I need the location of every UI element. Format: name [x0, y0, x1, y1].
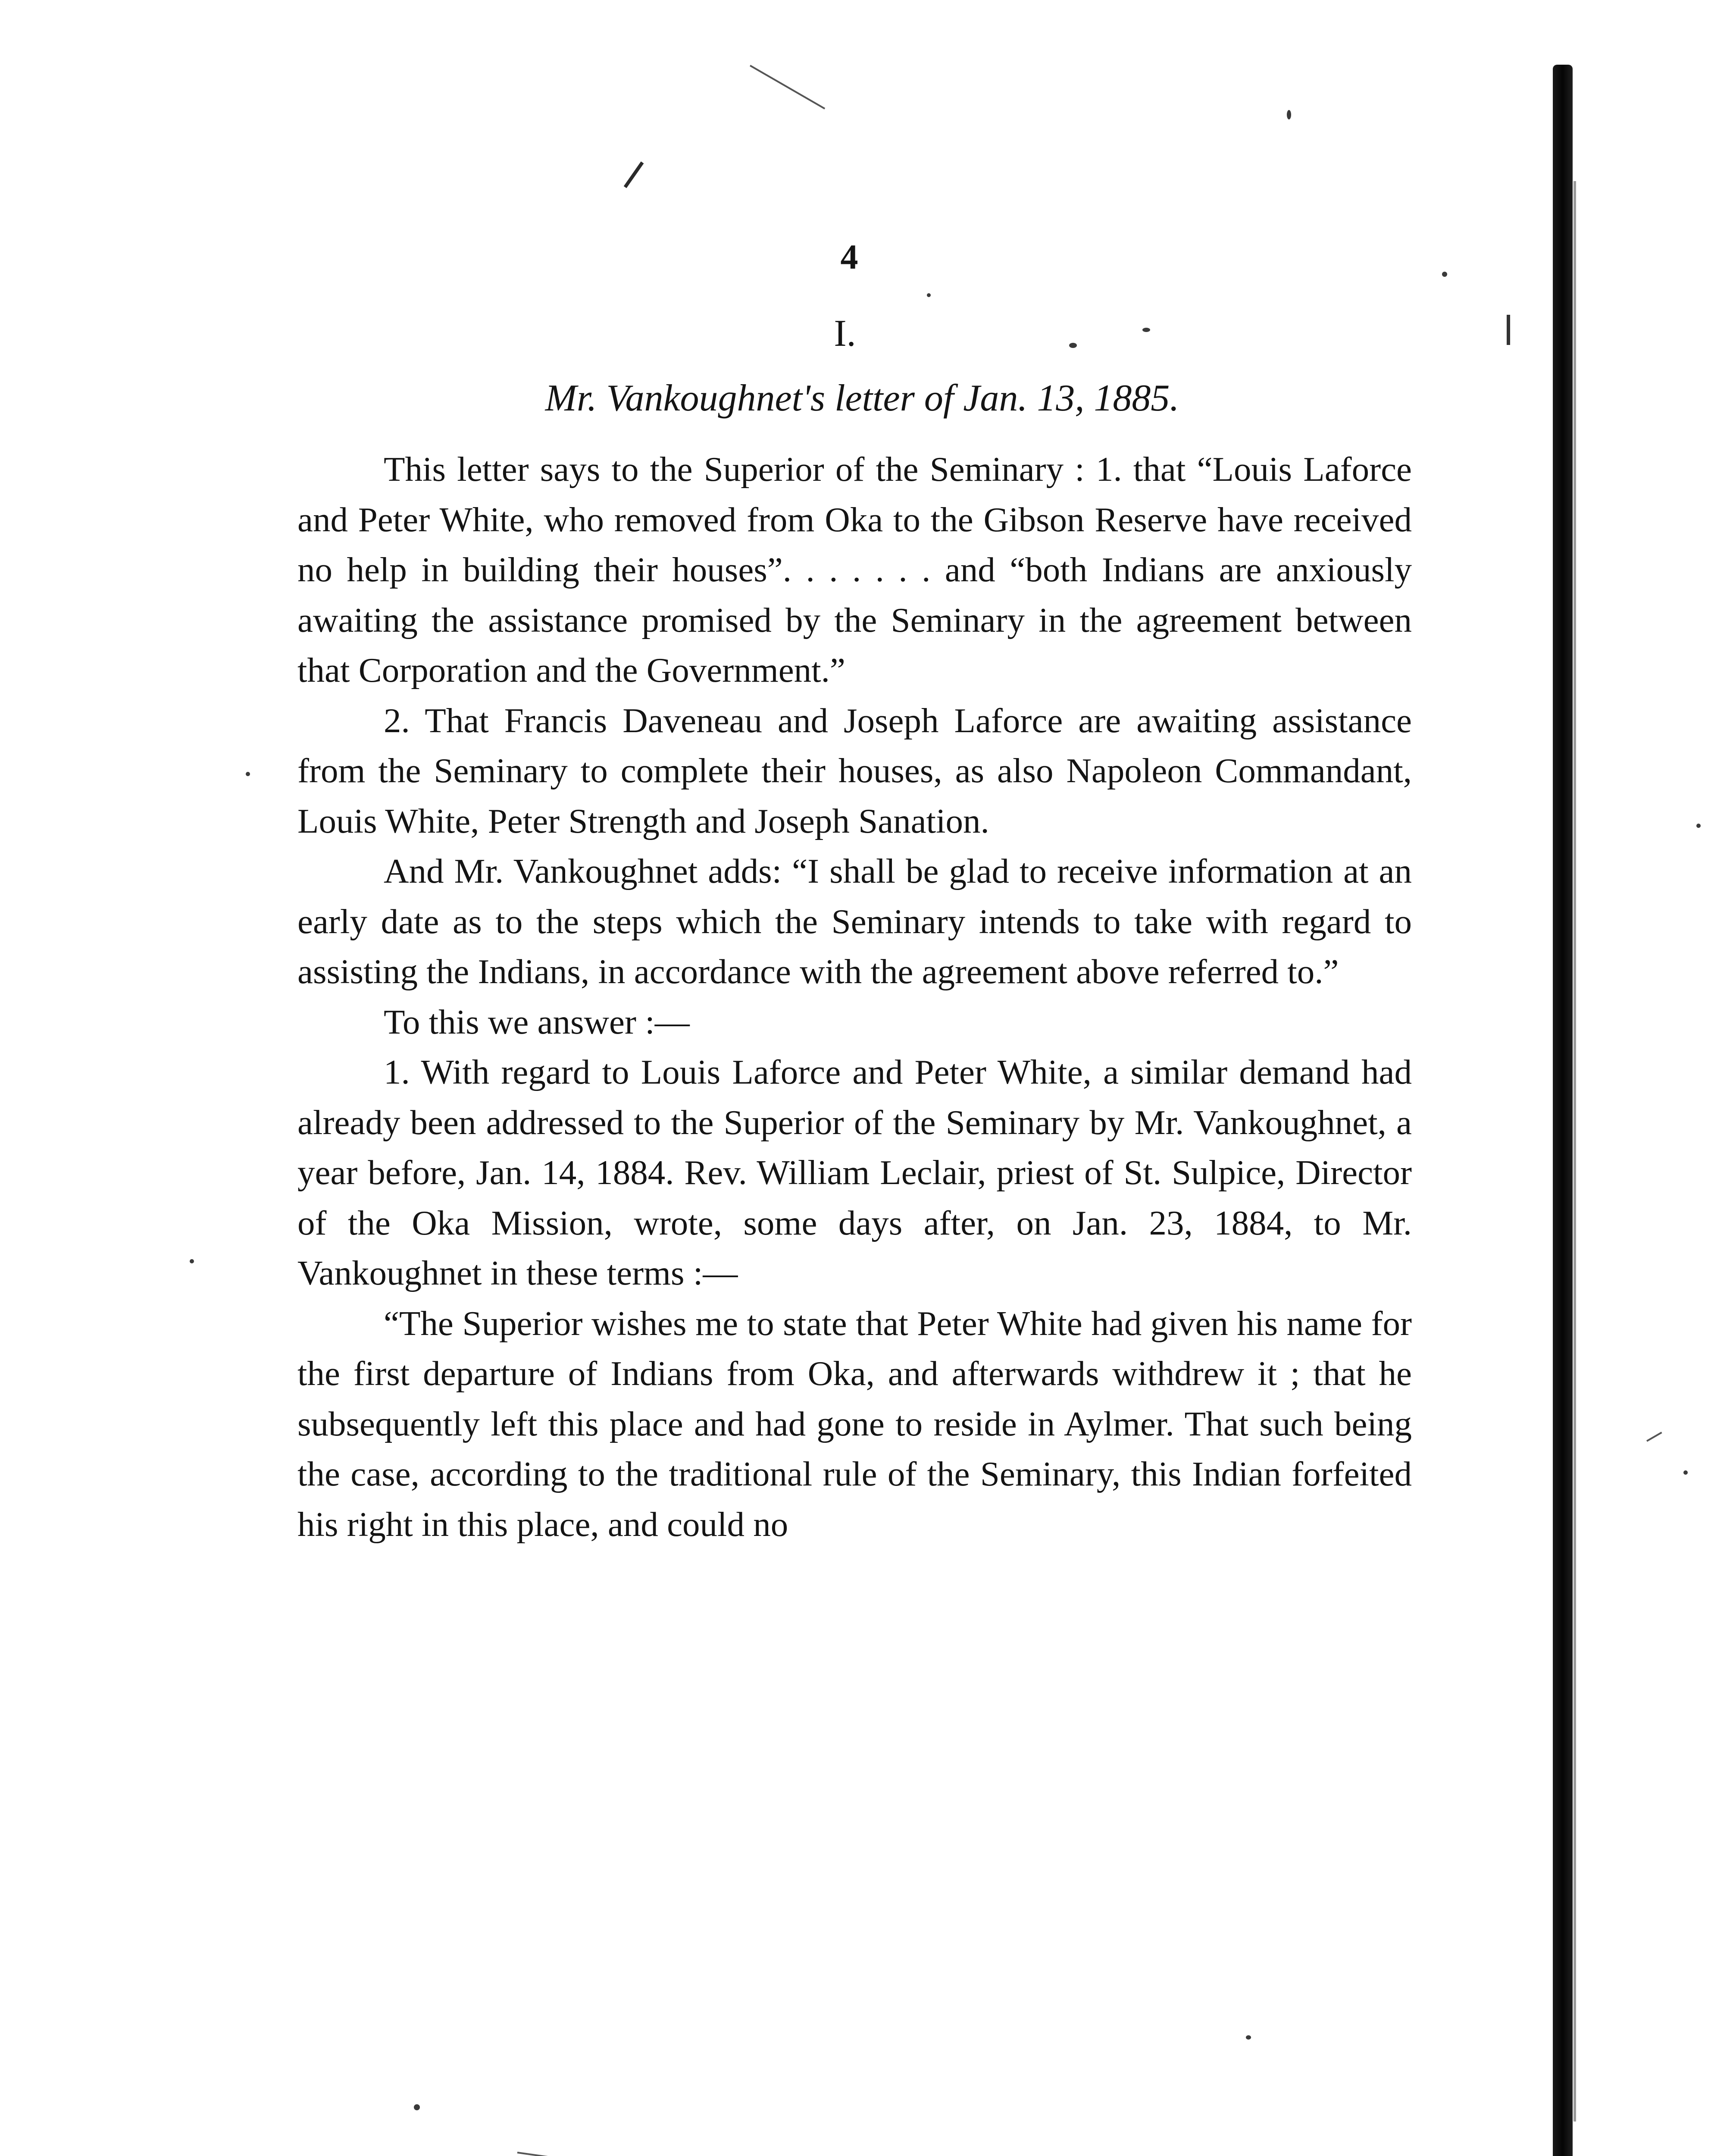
paragraph: “The Superior wishes me to state that Peter White had given his name for the first departure of Indians from Oka, and afterwards withdrew it ; that he subsequently left this place and had gone to reside in Aylmer. That such being the case, according to the traditional rule of the Seminary, this Indian forfeited his right in this place, and could no — [297, 1304, 1412, 1544]
body-text — [297, 444, 1412, 1549]
scan-speck — [927, 293, 931, 297]
paragraph: And Mr. Vankoughnet adds: “I shall be glad to receive information at an early date as to the steps which the Seminary intends to take with regard to assisting the Indians, in accordance with the agreement above referred to.” — [297, 852, 1412, 991]
scan-mark — [517, 2152, 658, 2156]
paragraph: To this we answer :— — [384, 1002, 690, 1041]
binding-edge-line — [1573, 181, 1576, 2122]
scan-speck — [414, 2104, 420, 2110]
scan-mark — [750, 65, 825, 109]
paragraph: 2. That Francis Daveneau and Joseph Laforce are awaiting assistance from the Seminary to complete their houses, as also Napoleon Commandant, Louis White, Peter Strength and Joseph Sanation. — [297, 701, 1412, 840]
section-numeral: I. — [834, 313, 856, 354]
paragraph: 1. With regard to Louis Laforce and Peter White, a similar demand had already been addressed to the Superior of the Seminary by Mr. Vankoughnet, a year before, Jan. 14, 1884. Rev. William Leclair, priest of St. Sulpice, Director of the Oka Mission, wrote, some days after, on Jan. 23, 1884, to Mr. Vankoughnet in these terms :— — [297, 1053, 1412, 1292]
binding-edge-shadow — [1553, 65, 1573, 2156]
scan-mark — [624, 161, 644, 188]
paragraph: This letter says to the Superior of the Seminary : 1. that “Louis Laforce and Peter White, who removed from Oka to the Gibson Reserve have received no help in building their houses”. . . . . . . and “both Indians are anxiously awaiting the assistance promised by the Seminary in the agreement between that Corporation and the Government.” — [297, 450, 1412, 689]
section-heading: Mr. Vankoughnet's letter of Jan. 13, 1885. — [545, 377, 1179, 419]
scan-speck — [1142, 328, 1150, 332]
scan-mark — [1646, 1432, 1662, 1442]
scan-speck — [1246, 2035, 1251, 2040]
scan-speck — [246, 772, 250, 776]
scan-speck — [190, 1259, 194, 1263]
scan-speck — [1287, 110, 1291, 119]
scan-speck — [1069, 343, 1077, 348]
scan-mark — [1507, 315, 1510, 345]
page-number: 4 — [840, 237, 858, 276]
scan-speck — [1442, 272, 1447, 277]
scan-speck — [1683, 1470, 1688, 1475]
scan-speck — [1696, 824, 1701, 828]
